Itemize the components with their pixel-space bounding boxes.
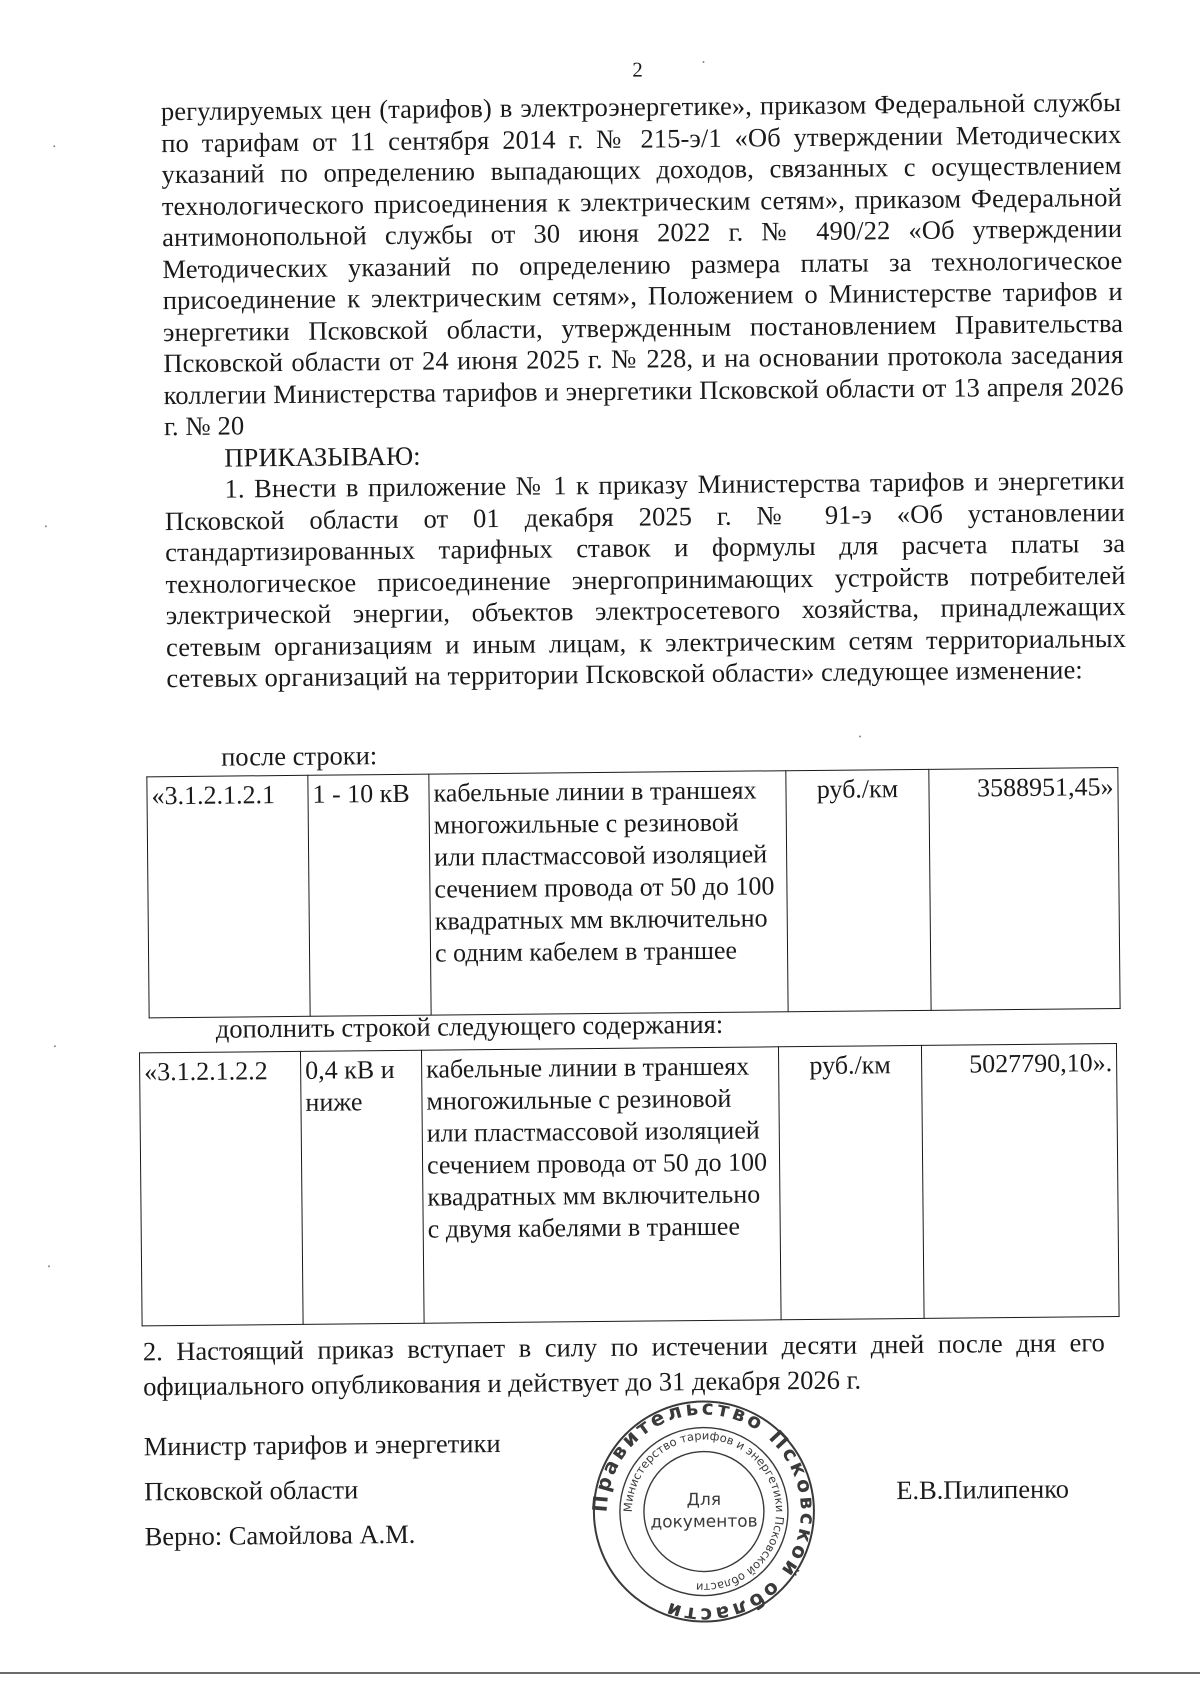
svg-text:Правительство Псковской област: Правительство Псковской области bbox=[590, 1397, 818, 1626]
scan-bottom-edge bbox=[0, 1672, 1200, 1674]
scan-speck bbox=[859, 735, 861, 737]
row-voltage: 1 - 10 кВ bbox=[308, 774, 431, 1016]
existing-row-table bbox=[146, 767, 1120, 1018]
scan-speck bbox=[702, 61, 704, 63]
scan-speck bbox=[54, 1045, 56, 1047]
official-stamp bbox=[590, 1398, 817, 1625]
table-row bbox=[147, 768, 1120, 1018]
row-unit: руб./км bbox=[786, 769, 931, 1011]
scan-speck bbox=[48, 1265, 50, 1267]
certified-copy-note: Верно: Самойлова А.М. bbox=[144, 1518, 416, 1552]
add-row-label: дополнить строкой следующего содержания: bbox=[215, 1008, 724, 1044]
order-word: ПРИКАЗЫВАЮ: bbox=[224, 440, 421, 473]
signature-block bbox=[144, 1421, 502, 1559]
row-voltage: 0,4 кВ и ниже bbox=[300, 1050, 424, 1324]
row-price: 5027790,10». bbox=[921, 1044, 1119, 1319]
row-code: «3.1.2.1.2.2 bbox=[139, 1051, 303, 1326]
signer-position-line-2: Псковской области bbox=[144, 1474, 359, 1507]
after-row-label: после строки: bbox=[221, 740, 378, 772]
stamp-seal-icon bbox=[590, 1398, 817, 1625]
preamble-paragraph: регулируемых цен (тарифов) в электроэнергетике», приказом Федеральной службы по тарифам от 11 сентября 2014 г. № 215-э/1 «Об утверждении Методических указаний по определению выпадающих доходов, связанных с осуществлением технологического присоединения к электрическим сетям», приказом Федеральной антимонопольной службы от 30 июня 2022 г. № 490/22 «Об утверждении Методических указаний по определению размера платы за технологическое присоединение к электрическим сетям», Положением о Министерстве тарифов и энергетики Псковской области, утвержденным постановлением Правительства Псковской области от 24 июня 2025 г. № 228, и на основании протокола заседания коллегии Министерства тарифов и энергетики Псковской области от 13 апреля 2026 г. № 20 bbox=[160, 86, 1124, 442]
clause-1-paragraph: 1. Внести в приложение № 1 к приказу Министерства тарифов и энергетики Псковской области от 01 декабря 2025 г. № 91-э «Об установлении стандартизированных тарифных ставок и формулы для расчета платы за технологическое присоединение энергопринимающих устройств потребителей электрической энергии, объектов электросетевого хозяйства, принадлежащих сетевым организациям и иным лицам, к электрическим сетям территориальных сетевых организаций на территории Псковской области» следующее изменение: bbox=[164, 464, 1127, 694]
svg-text:документов: документов bbox=[650, 1511, 758, 1533]
row-price: 3588951,45» bbox=[929, 768, 1120, 1011]
svg-text:Министерство тарифов и энергет: Министерство тарифов и энергетики Псковской области bbox=[620, 1428, 788, 1595]
row-description: кабельные линии в траншеях многожильные с резиновой или пластмассовой изоляцией сечением провода от 50 до 100 квадратных мм включительно с двумя кабелями в траншее bbox=[421, 1047, 781, 1323]
row-code: «3.1.2.1.2.1 bbox=[147, 775, 310, 1018]
document-body bbox=[161, 87, 1127, 695]
scan-speck bbox=[53, 145, 55, 147]
clause-2-paragraph: 2. Настоящий приказ вступает в силу по истечении десяти дней после дня его официального опубликования и действует до 31 декабря 2026 г. bbox=[142, 1327, 1105, 1402]
page-number: 2 bbox=[632, 57, 643, 82]
scan-speck bbox=[45, 525, 47, 527]
table-row bbox=[139, 1044, 1119, 1326]
row-unit: руб./км bbox=[778, 1045, 924, 1319]
signer-name: Е.В.Пилипенко bbox=[896, 1473, 1070, 1506]
svg-text:Для: Для bbox=[686, 1489, 722, 1511]
signer-position-line-1: Министр тарифов и энергетики bbox=[143, 1427, 501, 1462]
row-description: кабельные линии в траншеях многожильные с резиновой или пластмассовой изоляцией сечением провода от 50 до 100 квадратных мм включительно с одним кабелем в траншее bbox=[429, 771, 788, 1015]
new-row-table bbox=[139, 1043, 1120, 1326]
